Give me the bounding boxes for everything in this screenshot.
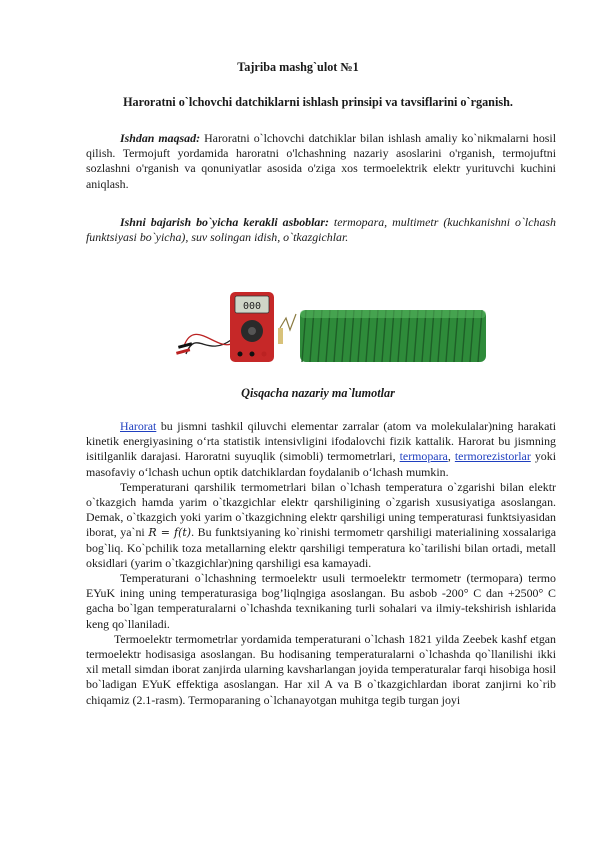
paragraph-temperature: Harorat bu jismni tashkil qiluvchi elementar zarralar (atom va molekulalar)ning harakati kinetik energiyasining o‘rta statistik intensivligini ifodalovchi fizik kattalik. Harorat bu jismning isitilganlik darajasi. Haroratni suyuqlik (simobli) termometrlari, termopara, termorezistorlar yoki masofaviy o‘lchash uchun optik datchiklardan foydalanib o‘lchash mumkin.	[86, 419, 556, 479]
aim-paragraph	[86, 131, 556, 192]
aim-text: Haroratni o`lchovchi datchiklar bilan ishlash amaliy ko`nikmalarni hosil qilish. Termojuft yordamida haroratni o'lchashning nazariy asoslarini o'rganish, termojuftni sozlashni o'rganish va qonuniyatlar asosida o'ziga xos termoelektrik elektr yurituvchi kuchini aniqlash.	[86, 131, 556, 191]
svg-text:000: 000	[242, 301, 262, 312]
formula: R = f(t)	[148, 526, 192, 540]
section-heading: Qisqacha nazariy ma`lumotlar	[241, 386, 395, 400]
paragraph-seebeck: Termoelektr termometrlar yordamida temperaturani o`lchash 1821 yilda Zeebek kashf etgan termoelektr hodisasiga asoslangan. Bu hodisaning temperaturalarni o`lchashda qo`llanilishi ikki xil metall simdan iborat zanjirda ularning kavsharlangan joyida temperaturalar farqi hisobiga hosil bo`ladigan EYuK effektiga asoslangan. Har xil A va B o`tkazgichlardan iborat zanjirni ko`rib chiqamiz (2.1-rasm). Termoparaning o`lchanayotgan muhitga tegib turgan joyi	[86, 631, 556, 707]
multimeter-illustration	[176, 292, 274, 362]
page-subtitle: Haroratni o`lchovchi datchiklarni ishlash prinsipi va tavsiflarini o`rganish.	[123, 95, 513, 109]
tools-text: termopara, multimetr (kuchkanishni o`lchash funktsiyasi bo`yicha), suv solingan idish, o`tkazgichlar.	[86, 215, 556, 245]
equipment-figure	[176, 288, 486, 368]
paragraph-resistance: Temperaturani qarshilik termometrlari bilan o`lchash temperatura o`zgarishi bilan elektr o`tkazgich hamda yarim o`tkazgichlar elektr qarshiligining o`zgarish xususiyatiga asoslangan. Demak, o`tkazgich yoki yarim o`tkazgichning elektr qarshiligi uning temperaturasi funktsiyasidan iborat, ya`ni R = f(t). Bu funktsiyaning ko`rinishi termometr qarshiligi materialining xossalariga bog`liq. Ko`pchilik toza metallarning elektr qarshiligi temperatura ko`tarilishi bilan ortadi, metall oksidlari (yarim o`tkazgichlar)ning qarshiligi esa kamayadi.	[86, 479, 556, 570]
tools-label: Ishni bajarish bo`yicha kerakli asboblar:	[120, 215, 329, 229]
link-harorat[interactable]: Harorat	[120, 419, 157, 433]
theory-text	[86, 419, 556, 708]
link-termorezistorlar[interactable]: termorezistorlar	[454, 449, 531, 464]
link-termopara[interactable]: termopara	[399, 449, 448, 464]
thermocouple-probe	[278, 314, 296, 344]
page-title: Tajriba mashg`ulot №1	[237, 60, 359, 74]
paragraph-thermoelectric: Temperaturani o`lchashning termoelektr usuli termoelektr termometr (termopara) termo EYuK ining uning temperaturasiga bog’liqlngiga asoslangan. Bu asbob -200° C dan +2500° C gacha bo`lgan temperaturalarni o`lchashda texnikaning turli sohalari va ilmiy-tekshirish ishlarida keng qo`llaniladi.	[86, 571, 556, 631]
thermocouple-coil	[300, 310, 486, 362]
tools-paragraph	[86, 215, 556, 245]
aim-label: Ishdan maqsad:	[120, 131, 201, 145]
